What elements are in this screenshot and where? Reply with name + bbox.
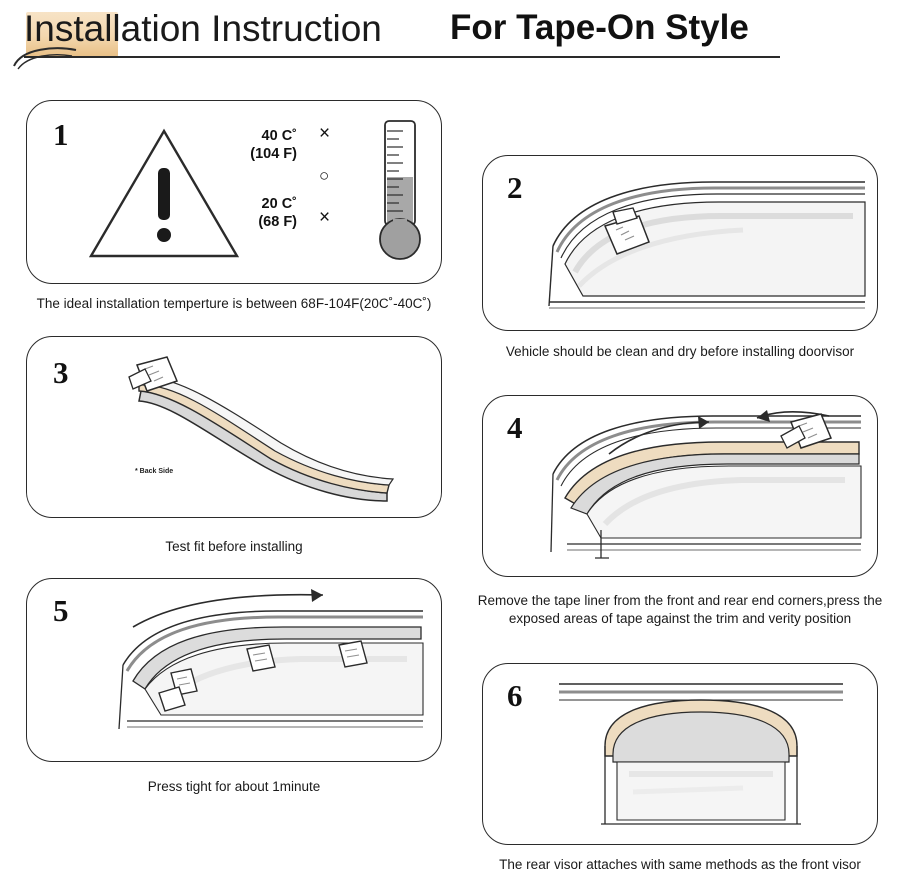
step-5-number: 5 [53,593,69,628]
step-1-panel [26,100,442,284]
step-4-caption: Remove the tape liner from the front and rear end corners,press the exposed areas of tape against the trim and verity position [477,593,883,627]
temp-hot-celsius: 40 C˚ [261,128,297,144]
step-2-panel [482,155,878,331]
step-5-panel [26,578,442,762]
car-door-figure-5 [87,587,437,759]
step-1-caption: The ideal installation temperture is between 68F-104F(20C˚-40C˚) [36,296,432,311]
temp-cold-celsius: 20 C˚ [261,196,297,212]
step-6-caption: The rear visor attaches with same methods as the front visor [499,857,861,872]
page-title-secondary: For Tape-On Style [450,8,749,47]
step-2-number: 2 [507,170,523,205]
car-door-figure-4 [509,402,877,574]
step-1-number: 1 [53,117,69,152]
step-6-panel [482,663,878,845]
thermometer-icon [363,115,437,265]
car-door-figure-2 [513,168,873,328]
step-2-caption: Vehicle should be clean and dry before installing doorvisor [505,344,855,359]
page-title-primary: Installation Instruction [24,8,382,49]
step-3-caption: Test fit before installing [165,539,303,554]
header [0,0,904,78]
step-4-panel [482,395,878,577]
visor-strip-figure [105,355,415,505]
step-3-panel [26,336,442,518]
mark-ok-circle: ○ [319,166,330,185]
mark-hot-cross: × [319,123,331,144]
step-6-number: 6 [507,678,523,713]
rear-window-figure [543,674,863,838]
temp-hot-fahrenheit: (104 F) [250,146,297,163]
temp-cold-fahrenheit: (68 F) [258,214,297,231]
swoosh-decoration [10,44,80,70]
title-underline [24,56,780,58]
step-4-number: 4 [507,410,523,445]
mark-cold-cross: × [319,207,331,228]
step-5-caption: Press tight for about 1minute [147,779,321,794]
svg-text:* Back Side: * Back Side [135,468,174,475]
step-3-number: 3 [53,355,69,390]
